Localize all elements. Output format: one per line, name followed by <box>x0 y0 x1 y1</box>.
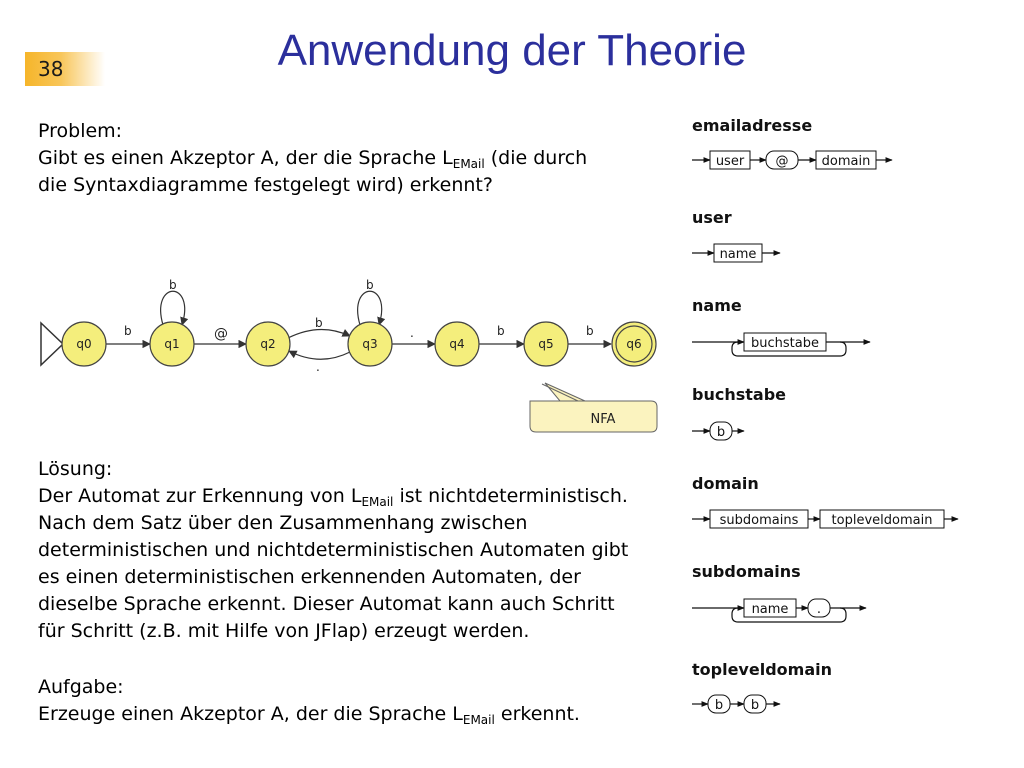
syntax-box-label: b <box>716 425 726 440</box>
state-label: q6 <box>626 337 642 351</box>
problem-line-2: die Syntaxdiagramme festgelegt wird) erkennt? <box>38 174 493 196</box>
problem-line-1 <box>38 145 587 172</box>
language-subscript: EMail <box>452 157 485 171</box>
syntax-box-label: @ <box>775 154 789 169</box>
edge-label: b <box>315 316 323 330</box>
edge-q3-q2 <box>289 351 350 359</box>
syntax-box-label: b <box>714 698 724 713</box>
problem-text: (die durch <box>484 147 588 169</box>
edge-label: b <box>586 324 594 338</box>
problem-heading: Problem: <box>38 120 123 142</box>
aufgabe-line-1 <box>38 701 580 728</box>
syntax-title-user: user <box>692 208 732 227</box>
syntax-diagrams <box>670 100 1000 730</box>
loesung-text: Der Automat zur Erkennung von L <box>38 485 362 507</box>
state-label: q5 <box>538 337 554 351</box>
syntax-title-name: name <box>692 296 742 315</box>
state-label: q2 <box>260 337 276 351</box>
syntax-box-label: topleveldomain <box>831 513 933 528</box>
nfa-callout-label: NFA <box>590 412 616 427</box>
edge-label: b <box>497 324 505 338</box>
syntax-box-label: user <box>715 154 745 169</box>
syntax-title-domain: domain <box>692 474 759 493</box>
edge-label: . <box>410 326 414 340</box>
loesung-heading: Lösung: <box>38 458 113 480</box>
syntax-title-subdomains: subdomains <box>692 562 801 581</box>
loesung-line-2: Nach dem Satz über den Zusammenhang zwischen <box>38 512 528 534</box>
aufgabe-heading: Aufgabe: <box>38 676 124 698</box>
language-subscript: EMail <box>462 713 495 727</box>
language-subscript: EMail <box>361 495 394 509</box>
slide-title <box>0 26 1024 76</box>
edge-q3-q3 <box>358 291 382 325</box>
state-label: q3 <box>362 337 378 351</box>
edge-label: b <box>366 278 374 292</box>
problem-text: Gibt es einen Akzeptor A, der die Sprache L <box>38 147 453 169</box>
syntax-title-topleveldomain: topleveldomain <box>692 660 832 679</box>
state-label: q0 <box>76 337 92 351</box>
edge-label: . <box>316 360 320 374</box>
state-label: q1 <box>164 337 180 351</box>
loesung-line-6: für Schritt (z.B. mit Hilfe von JFlap) erzeugt werden. <box>38 620 530 642</box>
edge-label: b <box>124 324 132 338</box>
slide-title-text: Anwendung der Theorie <box>277 26 747 75</box>
aufgabe-section <box>38 674 580 728</box>
loesung-line-1 <box>38 483 628 510</box>
loesung-line-3: deterministischen und nichtdeterministischen Automaten gibt <box>38 539 629 561</box>
start-state-marker <box>41 323 63 365</box>
aufgabe-text: Erzeuge einen Akzeptor A, der die Sprache L <box>38 703 463 725</box>
loesung-text: ist nichtdeterministisch. <box>393 485 628 507</box>
edge-q2-q3 <box>288 329 350 338</box>
edge-label: @ <box>214 326 228 342</box>
edge-q1-q1 <box>161 291 185 325</box>
syntax-box-label: buchstabe <box>751 336 819 351</box>
slide-number: 38 <box>25 52 105 86</box>
syntax-box-label: subdomains <box>719 513 799 528</box>
edge-label: b <box>169 278 177 292</box>
syntax-box-label: domain <box>821 154 871 169</box>
loesung-line-5: dieselbe Sprache erkennt. Dieser Automat kann auch Schritt <box>38 593 615 615</box>
aufgabe-text: erkennt. <box>494 703 580 725</box>
syntax-title-emailadresse: emailadresse <box>692 116 813 135</box>
nfa-diagram <box>0 270 670 440</box>
syntax-box-label: name <box>719 247 757 262</box>
loesung-section <box>38 456 628 645</box>
syntax-box-label: name <box>751 602 789 617</box>
syntax-box-label: . <box>816 602 822 617</box>
problem-section <box>38 118 587 199</box>
syntax-title-buchstabe: buchstabe <box>692 385 786 404</box>
loesung-line-4: es einen deterministischen erkennenden Automaten, der <box>38 566 581 588</box>
syntax-box-label: b <box>750 698 760 713</box>
state-label: q4 <box>449 337 465 351</box>
